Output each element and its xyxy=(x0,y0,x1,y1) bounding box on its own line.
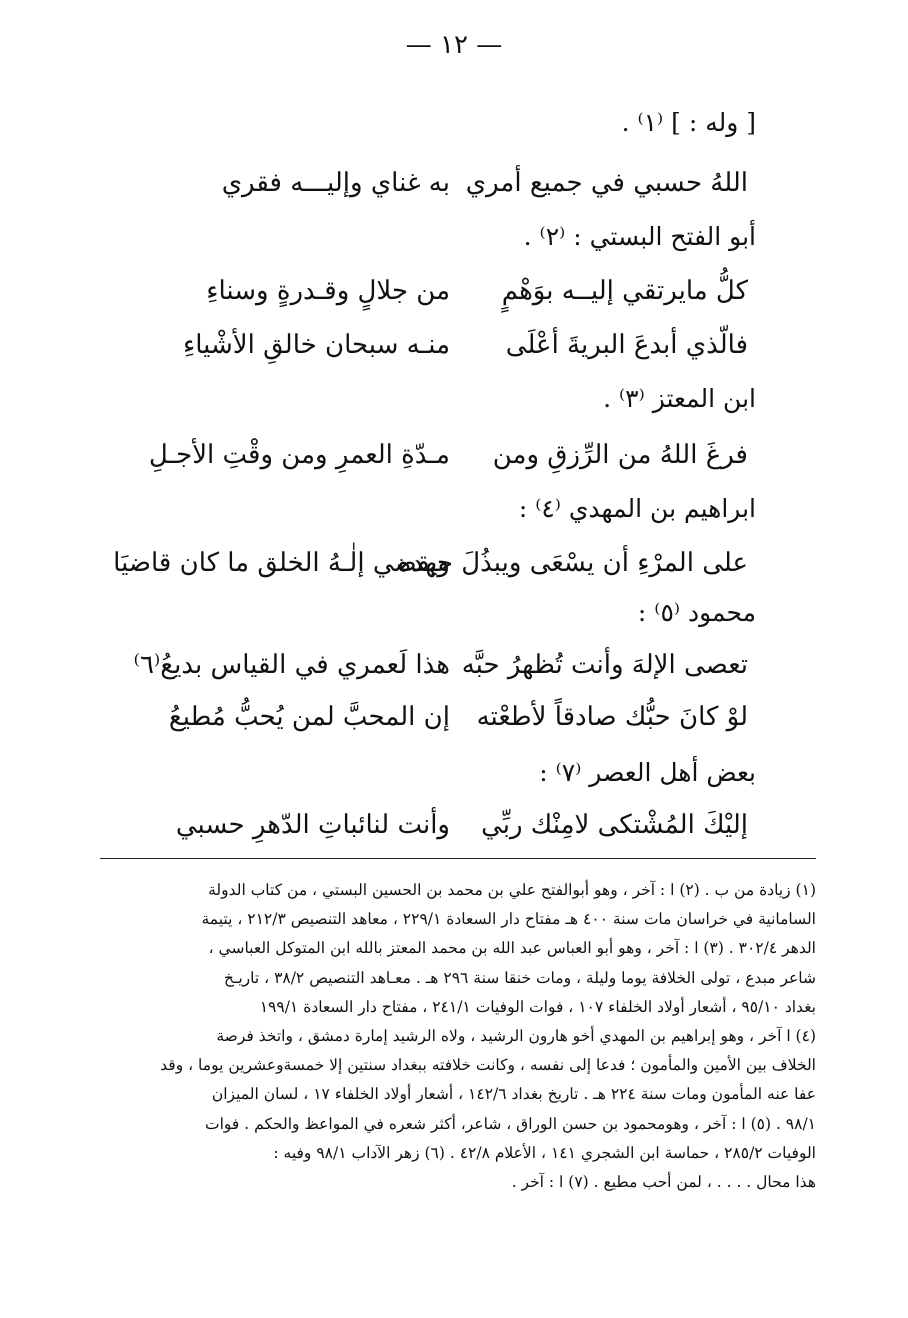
poet-heading: ابراهيم بن المهدي ⁽٤⁾ : xyxy=(518,494,756,523)
verse-line xyxy=(150,440,748,490)
footnote-divider xyxy=(100,858,816,859)
verse-second-hemistich: وأنت لنائباتِ الدّهرِ حسبي xyxy=(175,810,450,840)
verse-line xyxy=(150,810,748,860)
verse-second-hemistich: ويقضي إلٰـهُ الخلق ما كان قاضيَا xyxy=(113,548,450,578)
footnote-line: (٤) ا آخر ، وهو إبراهيم بن المهدي أخو هارون الرشيد ، ولاه الرشيد إمارة دمشق ، واتخذ فرصة xyxy=(216,1027,816,1046)
verse-second-hemistich: من جلالٍ وقـدرةٍ وسناءِ xyxy=(206,276,450,306)
verse-second-hemistich: مـدّةِ العمرِ ومن وقْتِ الأجـلِ xyxy=(148,440,450,470)
footnote-line: بغداد ٩٥/١٠ ، أشعار أولاد الخلفاء ١٠٧ ، فوات الوفيات ٢٤١/١ ، مفتاح دار السعادة ١٩٩/١ xyxy=(259,997,816,1016)
footnote-line: ٩٨/١ . (٥) ا : آخر ، وهومحمود بن حسن الوراق ، شاعر، أكثر شعره في المواعظ والحكم . فوات xyxy=(205,1114,816,1133)
verse-second-hemistich: به غناي وإليـــه فقري xyxy=(221,168,450,198)
footnote-line: عفا عنه المأمون ومات سنة ٢٢٤ هـ . تاريخ بغداد ١٤٢/٦ ، أشعار أولاد الخلفاء ١٧ ، لسان الميزان xyxy=(211,1085,816,1104)
verse-line xyxy=(150,330,748,380)
footnotes xyxy=(98,876,816,1197)
verse-second-hemistich: هذا لَعمري في القياس بديعُ⁽٦⁾ xyxy=(133,650,450,680)
verse-first-hemistich: تعصى الإلهَ وأنت تُظهرُ حبَّه xyxy=(461,650,748,680)
verse-first-hemistich: فرغَ اللهُ من الرِّزقِ ومن xyxy=(492,440,748,470)
verse-line xyxy=(150,702,748,752)
footnote-line: الوفيات ٢٨٥/٢ ، حماسة ابن الشجري ١٤١ ، الأعلام ٤٢/٨ . (٦) زهر الآداب ٩٨/١ وفيه : xyxy=(273,1143,816,1162)
verse-first-hemistich: اللهُ حسبي في جميع أمري xyxy=(465,168,748,198)
page-number: — ١٢ — xyxy=(405,30,503,60)
verse-first-hemistich: على المرْءِ أن يسْعَى ويبذُلَ جهده xyxy=(397,548,748,578)
poet-heading: محمود ⁽٥⁾ : xyxy=(637,598,756,627)
verse-first-hemistich: كلُّ مايرتقي إليــه بوَهْمٍ xyxy=(501,276,748,306)
footnote-line: هذا محال . . . . ، لمن أحب مطيع . (٧) ا : آخر . xyxy=(511,1173,816,1192)
verse-line xyxy=(113,548,748,598)
footnote-line: السامانية في خراسان مات سنة ٤٠٠ هـ مفتاح دار السعادة ٢٢٩/١ ، معاهد التنصيص ٢١٢/٣ ، يتيمة xyxy=(201,910,816,929)
footnote-line: الخلاف بين الأمين والمأمون ؛ فدعا إلى نفسه ، وكانت خلافته ببغداد سنتين إلا خمسةوعشرين يوما ، وقد xyxy=(160,1056,816,1075)
poet-heading: أبو الفتح البستي : ⁽٢⁾ . xyxy=(523,222,756,251)
footnote-line: الدهر ٣٠٢/٤ . (٣) ا : آخر ، وهو أبو العباس عبد الله بن محمد المعتز بالله ابن المتوكل العباسي ، xyxy=(208,939,816,958)
verse-line xyxy=(150,168,748,218)
verse-line xyxy=(133,650,748,700)
verse-second-hemistich: منـه سبحان خالقِ الأشْياءِ xyxy=(183,330,450,360)
verse-first-hemistich: لوْ كانَ حبُّك صادقاً لأطعْته xyxy=(476,702,748,732)
footnote-line: شاعر مبدع ، تولى الخلافة يوما وليلة ، ومات خنقا سنة ٢٩٦ هـ . معـاهد التنصيص ٣٨/٢ ، تاريـخ xyxy=(223,968,816,987)
poet-heading: بعض أهل العصر ⁽٧⁾ : xyxy=(539,758,756,787)
verse-second-hemistich: إن المحبَّ لمن يُحبُّ مُطيعُ xyxy=(168,702,450,732)
verse-first-hemistich: إليْكَ المُشْتكى لامِنْك ربِّي xyxy=(481,810,748,840)
verse-line xyxy=(150,276,748,326)
poet-heading: [ وله : ] ⁽١⁾ . xyxy=(621,108,756,137)
poet-heading: ابن المعتز ⁽٣⁾ . xyxy=(603,384,756,413)
verse-first-hemistich: فالّذي أبدعَ البريةَ أعْلَى xyxy=(505,330,748,360)
footnote-line: (١) زيادة من ب . (٢) ا : آخر ، وهو أبوالفتح علي بن محمد بن الحسين البستي ، من كتاب الدولة xyxy=(208,881,816,899)
